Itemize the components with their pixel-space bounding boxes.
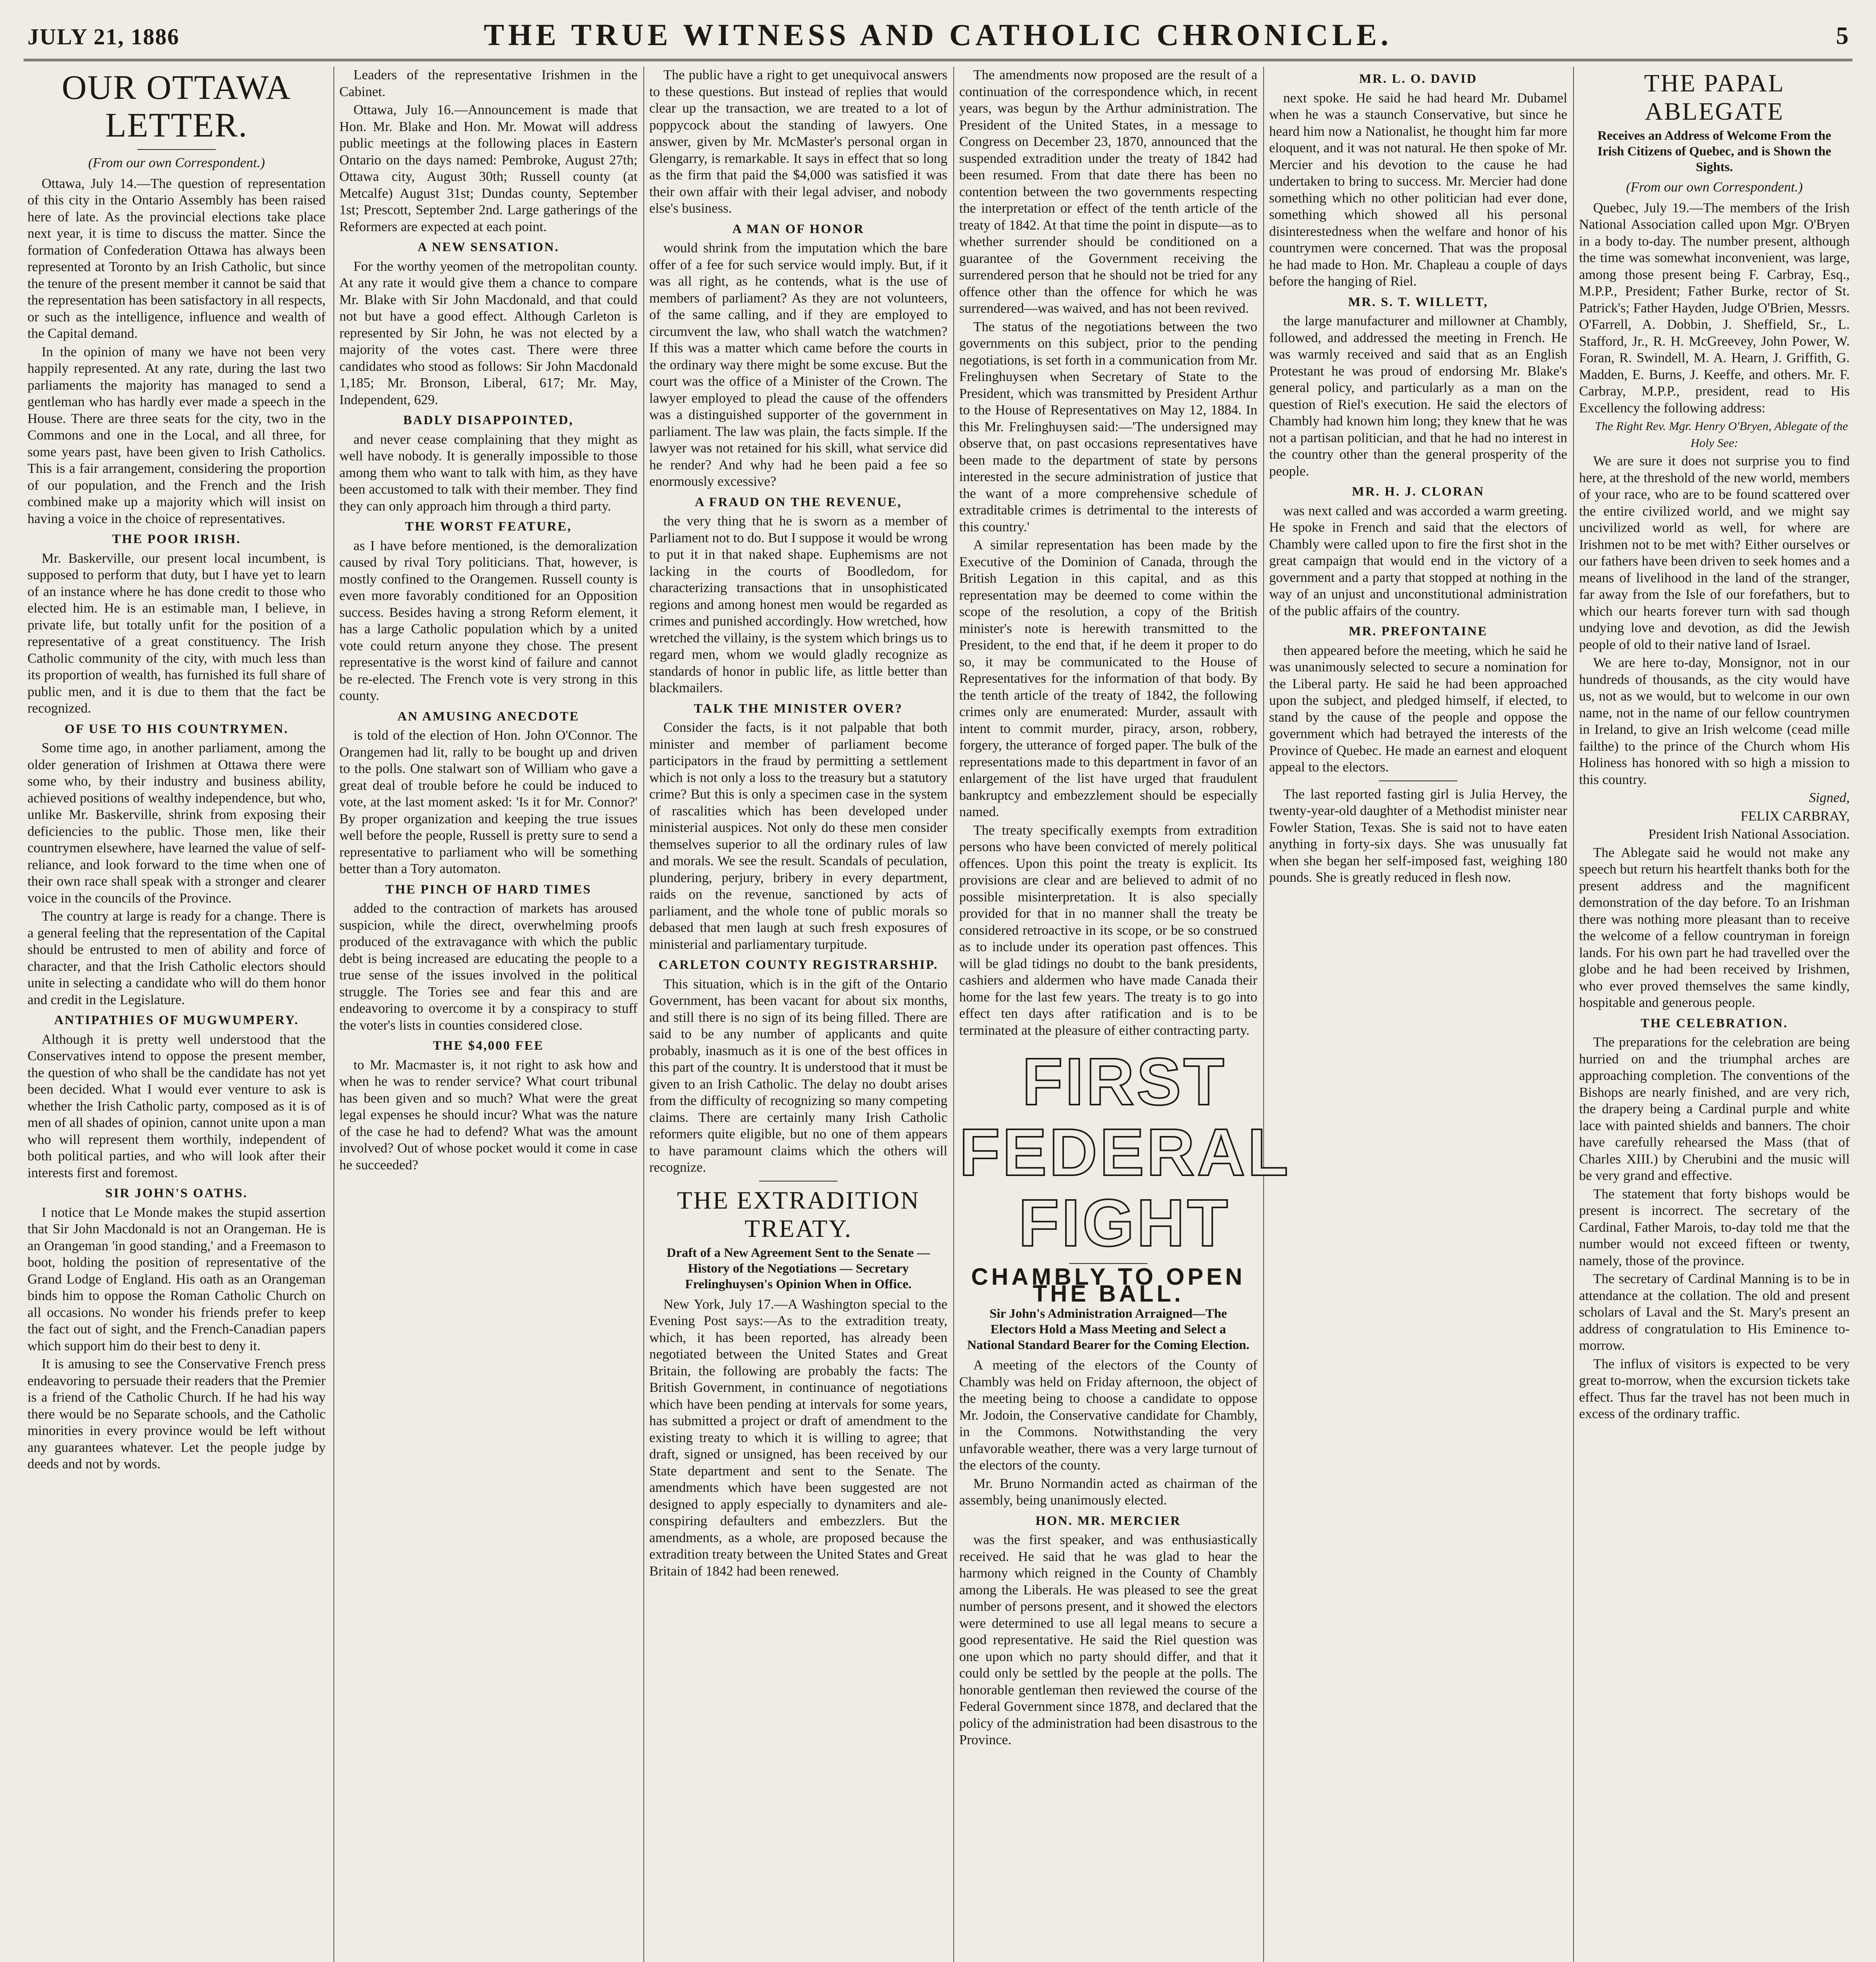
article-paragraph: Mr. Bruno Normandin acted as chairman of the assembly, being unanimously elected. — [959, 1475, 1257, 1508]
subhead: MR. H. J. CLORAN — [1352, 485, 1484, 499]
article-paragraph: then appeared before the meeting, which he said he was unanimously selected to secure a nomination for the Liberal party. He said he had been approached upon the subject, and pledged himself, if elected, to stand by the cause of the people and oppose the government which had betrayed the interests of the Province of Quebec. He made an earnest and eloquent appeal to the electors. — [1269, 642, 1567, 775]
article-paragraph: Ottawa, July 16.—Announcement is made that Hon. Mr. Blake and Hon. Mr. Mowat will address public meetings at the following places in Eastern Ontario on the days named: Pembroke, August 27th; Ottawa city, August 30th; Russell county (at Metcalfe) August 31st; Dundas county, September 1st; Prescott, September 2nd. Large gatherings of the Reformers are expected at each point. — [339, 102, 637, 234]
article-paragraph: The status of the negotiations between the two governments on this subject, prior to the pending negotiations, is set forth in a communication from Mr. Frelinghuysen when Secretary of State to the President, which was transmitted by President Arthur to the House of Representatives on May 12, 1884. In this Mr. Frelinghuysen said:—'The undersigned may observe that, on past occasions representatives have been made to the department of state by persons interested in the secure administration of justice that the want of a more comprehensive schedule of extraditable crimes is detrimental to the interests of this country.' — [959, 319, 1257, 534]
column-rule — [1573, 67, 1574, 1962]
chambly-deck: Sir John's Administration Arraigned—The Electors Hold a Mass Meeting and Select a National Standard Bearer for the Coming Election. — [967, 1307, 1249, 1352]
banner-wrap — [959, 1045, 1291, 1260]
column-rule — [1263, 67, 1264, 1962]
article-paragraph: The influx of visitors is expected to be very great to-morrow, when the excursion tickets take effect. Thus far the travel has not been much in excess of the ordinary traffic. — [1579, 1356, 1850, 1421]
column-5 — [1269, 67, 1567, 1962]
first-federal-fight-banner: FIRST FEDERAL FIGHT — [959, 1045, 1291, 1260]
subhead: MR. PREFONTAINE — [1348, 624, 1488, 638]
article-paragraph: Ottawa, July 14.—The question of representation of this city in the Ontario Assembly has been raised here of late. As the provincial elections take place next year, it is time to discuss the matter. Since the formation of Confederation Ottawa has always been represented at Toronto by an Irish Catholic, but since the tenure of the present member it cannot be said that the representation has been satisfactory in all respects, or such as the intelligence, influence and wealth of the Capital demand. — [27, 175, 326, 341]
article-paragraph: The treaty specifically exempts from extradition persons who have been convicted of merely political offences. Upon this point the treaty is explicit. Its provisions are clear and are believed to admit of no possible misinterpretation. It is also specially provided for that in no manner shall the treaty be considered retroactive in its scope, or be so construed as to include under its operation past offences. This will be glad tidings no doubt to the bank presidents, cashiers and aldermen who have made Canada their home for the last few years. The treaty is to go into effect ten days after ratification and is to be terminated at the pleasure of either contracting party. — [959, 822, 1257, 1038]
extradition-deck: Draft of a New Agreement Sent to the Senate — History of the Negotiations — Secretary Frelinghuysen's Opinion When in Office. — [667, 1245, 930, 1291]
section-rule — [759, 1181, 838, 1182]
article-paragraph: Although it is pretty well understood that the Conservatives intend to oppose the present member, the question of who shall be the candidate has not yet been decided. What I would ever venture to ask is whether the Irish Catholic party, composed as it is of men of all shades of opinion, cannot unite upon a man who will represent them worthily, independent of both political parties, and who will look after their interests first and foremost. — [27, 1031, 326, 1180]
article-paragraph: as I have before mentioned, is the demoralization caused by rival Tory politicians. That, however, is mostly confined to the Orangemen. Russell county is even more favorably conditioned for an Opposition success. Besides having a strong Reform element, it has a large Catholic population which by a united vote could return anyone they chose. The present representative is the worst kind of failure and cannot be re-elected. The French vote is very strong in this county. — [339, 538, 637, 703]
column-3 — [649, 67, 947, 1962]
article-paragraph: would shrink from the imputation which the bare offer of a fee for such service would imply. But, if it was all right, as he contends, what is the use of members of parliament? As they are not volunteers, of the same calling, and if they are employed to circumvent the law, who shall watch the watchmen? If this was a matter which came before the courts in the ordinary way there might be some excuse. But the court was the office of a Minister of the Crown. The lawyer employed to plead the cause of the offenders was a distinguished supporter of the government in parliament. The law was plain, the facts simple. If the lawyer was not retained for his skill, what service did he render? And why had he been paid a fee so enormously excessive? — [649, 240, 947, 489]
article-paragraph: to Mr. Macmaster is, it not right to ask how and when he was to render service? What court tribunal has been given and so much? What were the great legal expenses he should incur? What was the nature of the case he had to defend? What was the amount involved? Out of whose pocket would it come in case he succeeded? — [339, 1057, 637, 1172]
signature-name: FELIX CARBRAY, — [1740, 808, 1850, 824]
newspaper-title: THE TRUE WITNESS AND CATHOLIC CHRONICLE. — [484, 18, 1392, 52]
papal-ablegate-byline: (From our own Correspondent.) — [1626, 179, 1803, 195]
article-paragraph: In the opinion of many we have not been very happily represented. At any rate, during the last two parliaments the majority has managed to send a gentleman who has hardly ever made a speech in the House. There are three seats for the city, two in the Commons and one in the Local, and all three, for some years past, have been given to Irish Catholics. This is a fair arrangement, considering the proportion of our population, and the French and the Irish combined make up a majority which will insist on having a voice in the choice of representatives. — [27, 344, 326, 526]
article-paragraph: The secretary of Cardinal Manning is to be in attendance at the collation. The old and present scholars of Laval and the St. Mary's present an address of congratulation to His Eminence to-morrow. — [1579, 1271, 1850, 1353]
subhead: HON. MR. MERCIER — [1035, 1513, 1181, 1528]
signature-title: President Irish National Association. — [1648, 826, 1850, 842]
column-4 — [959, 67, 1291, 1962]
article-paragraph: The country at large is ready for a change. There is a general feeling that the representation of the Capital should be entrusted to men of ability and force of character, and that the Irish Catholic electors should unite in selecting a candidate who will do them honor and credit in the Legislature. — [27, 908, 326, 1007]
article-paragraph: Leaders of the representative Irishmen in the Cabinet. — [339, 67, 637, 99]
column-1 — [27, 67, 326, 1962]
papal-ablegate-heading: THE PAPAL ABLEGATE — [1644, 69, 1785, 125]
article-paragraph: The amendments now proposed are the result of a continuation of the correspondence which, in recent years, was begun by the Arthur administration. The President of the United States, in a message to Congress on December 23, 1870, announced that the suspended extradition under the treaty of 1842 had been resumed. From that date there has been no contention between the two governments respecting the interpretation or effect of the tenth article of the treaty of 1842. At that time the point in dispute—as to whether surrender should be conditioned on a guarantee of the Government receiving the surrendered person that he should not be tried for any offence other than the offence for which he was surrendered—was waived, and has not been revived. — [959, 67, 1257, 316]
signature-line: Signed, — [1809, 790, 1850, 805]
masthead — [24, 8, 1852, 61]
article-paragraph: was next called and was accorded a warm greeting. He spoke in French and said that the electors of Chambly were called upon to fire the first shot in the great campaign that would end in the victory of a government and a party that stopped at nothing in the way of an unjust and unconstitutional administration of the public affairs of the country. — [1269, 503, 1567, 618]
subhead: A NEW SENSATION. — [417, 240, 559, 254]
column-rule — [643, 67, 644, 1962]
article-paragraph: next spoke. He said he had heard Mr. Dubamel when he was a staunch Conservative, but since he heard him now a Nationalist, he thought him far more eloquent, and it was not natural. He then spoke of Mr. Mercier and his devotion to the cause he had undertaken to bring to success. Mr. Mercier had done something which no other politician had ever done, something which showed all his personal disinterestedness when the welfare and honor of his countrymen were concerned. That was the proposal he had made to Hon. Mr. Chapleau a couple of days before the hanging of Riel. — [1269, 90, 1567, 289]
subhead: AN AMUSING ANECDOTE — [397, 709, 580, 724]
article-paragraph: was the first speaker, and was enthusiastically received. He said that he was glad to hear the harmony which reigned in the County of Chambly among the Liberals. He was pleased to see the great number of persons present, and it showed the electors were determined to use all legal means to secure a good representative. He said the Riel question was one upon which no party should differ, and that it could only be settled by the people at the polls. The honorable gentleman then reviewed the course of the Federal Government since 1878, and declared that the policy of the administration had been disastrous to the Province. — [959, 1532, 1257, 1747]
article-paragraph: Mr. Baskerville, our present local incumbent, is supposed to perform that duty, but I have yet to learn of an instance where he has done credit to those who elected him. He is an estimable man, I believe, in private life, but totally unfit for the position of a representative of a great constituency. The Irish Catholic community of the city, with much less than its proportion of wealth, has furnished its full share of public men, and it is due to them that the fact be recognized. — [27, 550, 326, 716]
column-rule — [333, 67, 334, 1962]
article-paragraph: The statement that forty bishops would be present is incorrect. The secretary of the Cardinal, Father Marois, to-day told me that the number would not exceed fifteen or twenty, namely, those of the province. — [1579, 1186, 1850, 1268]
subhead: THE POOR IRISH. — [112, 532, 241, 546]
article-paragraph: added to the contraction of markets has aroused suspicion, while the direct, overwhelming proofs produced of the extravagance with which the public debt is being increased are educating the people to a true sense of the issues involved in the political struggle. The Tories see and fear this and are endeavoring to overcome it by a conspiracy to stuff the voter's lists in counties considered close. — [339, 901, 637, 1033]
papal-ablegate-deck: Receives an Address of Welcome From the Irish Citizens of Quebec, and is Shown the Sights. — [1597, 129, 1831, 174]
subhead: SIR JOHN'S OATHS. — [105, 1186, 248, 1200]
article-paragraph: Quebec, July 19.—The members of the Irish National Association called upon Mgr. O'Bryen in a body to-day. The number present, although the time was somewhat inconvenient, was large, among those present being F. Carbray, Esq., M.P.P., President; Father Burke, rector of St. Patrick's; Father Hayden, Judge O'Brien, Messrs. O'Farrell, A. Dobbin, J. Sheffield, Sr., L. Stafford, Jr., R. H. McGreevey, John Power, W. Foran, R. Swindell, M. A. Hearn, J. Griffith, G. Madden, E. Burns, J. Keeffe, and others. Mr. F. Carbray, M.P.P., president, read to His Excellency the following address: — [1579, 200, 1850, 416]
article-paragraph: A meeting of the electors of the County of Chambly was held on Friday afternoon, the object of the meeting being to choose a candidate to oppose Mr. Jodoin, the Conservative candidate for Chambly, in the Commons. Notwithstanding the very unfavorable weather, there was a very large turnout of the electors of the county. — [959, 1357, 1257, 1473]
article-paragraph: It is amusing to see the Conservative French press endeavoring to persuade their readers that the Premier is a friend of the Catholic Church. If he had his way there would be no Separate schools, and the Catholic minorities in every province would be left without any guarantees whatever. Let the people judge by deeds and not by words. — [27, 1356, 326, 1472]
column-2 — [339, 67, 637, 1962]
subhead: MR. S. T. WILLETT, — [1348, 295, 1488, 309]
extradition-heading: THE EXTRADITION TREATY. — [677, 1186, 920, 1242]
subhead: THE CELEBRATION. — [1641, 1016, 1788, 1030]
column-rule — [953, 67, 954, 1962]
subhead: THE PINCH OF HARD TIMES — [385, 882, 592, 897]
subhead: OF USE TO HIS COUNTRYMEN. — [64, 722, 289, 736]
section-rule — [1379, 780, 1457, 781]
subhead: A MAN OF HONOR — [732, 222, 865, 236]
article-paragraph: We are sure it does not surprise you to find here, at the threshold of the new world, members of your race, who are to be found scattered over the entire civilized world, and we might say uncivilized world as well, for where are Irishmen not to be met with? Either ourselves or our fathers have been driven to seek homes and a means of livelihood in the land of the stranger, far away from the Isle of our forefathers, but to which our hearts forever turn with sad though undying love and devotion, as did the Jewish people of old to their native land of Israel. — [1579, 453, 1850, 652]
column-6 — [1579, 67, 1850, 1962]
article-paragraph: the large manufacturer and millowner at Chambly, followed, and addressed the meeting in French. He was warmly received and said that as an English Protestant he was proud of endorsing Mr. Blake's general policy, and particularly as a man on the question of Riel's execution. He said the electors of Chambly had known him long; they knew that he was not a partisan politician, and that he had no interest in the country other than the general prosperity of the people. — [1269, 313, 1567, 479]
article-paragraph: The preparations for the celebration are being hurried on and the triumphal arches are approaching completion. The conventions of the Bishops are nearly finished, and are very rich, the drapery being a Cardinal purple and white lace with painted shields and banners. The choir have carefully rehearsed the Mass (that of Charles XIII.) by Cherubini and the music will be very grand and effective. — [1579, 1034, 1850, 1183]
issue-date: JULY 21, 1886 — [27, 24, 180, 49]
subhead: A FRAUD ON THE REVENUE, — [695, 495, 902, 509]
article-paragraph: The public have a right to get unequivocal answers to these questions. But instead of replies that would clear up the transaction, we are treated to a lot of poppycock about the standing of lawyers. One answer, given by Mr. McMaster's personal organ in Glengarry, is remarkable. It says in effect that so long as the firm that paid the $4,000 was satisfied it was their own affair with their legal adviser, and nobody else's business. — [649, 67, 947, 216]
subhead: TALK THE MINISTER OVER? — [694, 701, 903, 716]
article-paragraph: The Ablegate said he would not make any speech but return his heartfelt thanks both for the present address and the magnificent demonstration of the day before. To an Irishman there was nothing more pleasant than to receive the welcome of a fellow countryman in foreign lands. For his own part he had travelled over the globe and he had been received by Irishmen, who ever proved themselves the same kindly, hospitable and generous people. — [1579, 844, 1850, 1010]
subhead: ANTIPATHIES OF MUGWUMPERY. — [54, 1013, 299, 1027]
article-paragraph: and never cease complaining that they might as well have nobody. It is generally impossible to those among them who want to talk with him, as they have been accustomed to talk with their member. They find they can only approach him through a third party. — [339, 431, 637, 514]
article-paragraph: Consider the facts, is it not palpable that both minister and member of parliament become participators in the fraud by permitting a settlement which is not only a loss to the treasury but a statutory crime? But this is only a specimen case in the system of rascalities which has been developed under ministerial auspices. Not only do these men consider themselves superior to all the ordinary rules of law and morals. We see the result. Scandals of peculation, plundering, perjury, bribery in every department, raids on the revenue, sanctioned by acts of parliament, and the whole tone of public morals so debased that men laugh at such fresh exposures of ministerial and parliamentary turpitude. — [649, 720, 947, 952]
article-paragraph: We are here to-day, Monsignor, not in our hundreds of thousands, as the city would have us, not as we would, but to welcome in our own name, not in the name of our fellow countrymen in Ireland, to give an Irish welcome (cead mille failthe) to the prince of the Church whom His Holiness has honored with so high a mission to this country. — [1579, 655, 1850, 787]
article-paragraph: I notice that Le Monde makes the stupid assertion that Sir John Macdonald is not an Orangeman. He is an Orangeman 'in good standing,' and a Freemason to boot, holding the position of representative of the Grand Lodge of England. His oath as an Orangeman binds him to oppose the Roman Catholic Church on all occasions. No wonder his friends prefer to keep the fact out of sight, and the French-Canadian papers which support him do their best to deny it. — [27, 1204, 326, 1353]
subhead: CARLETON COUNTY REGISTRARSHIP. — [658, 958, 938, 972]
article-paragraph: is told of the election of Hon. John O'Connor. The Orangemen had lit, rally to be bought up and driven to the polls. One stalwart son of William who gave a great deal of trouble before he could be induced to vote, at the last moment asked: 'Is it for Mr. Connor?' By proper organization and keeping the true issues well before the people, Russell is pretty sure to send a representative to parliament who will be something better than a Tory automaton. — [339, 728, 637, 876]
article-paragraph: The last reported fasting girl is Julia Hervey, the twenty-year-old daughter of a Methodist minister near Fowler Station, Texas. She is said not to have eaten anything in forty-six days. She was unusually fat when she began her self-imposed fast, weighing 180 pounds. She is greatly reduced in flesh now. — [1269, 786, 1567, 885]
subhead: THE WORST FEATURE, — [405, 520, 572, 534]
article-paragraph: New York, July 17.—A Washington special to the Evening Post says:—As to the extradition treaty, which, it has been reported, has already been negotiated between the United States and Great Britain, the following are probably the facts: The British Government, in continuance of negotiations which have been pending at intervals for some years, has submitted a project or draft of amendment to the existing treaty to which it is willing to agree; that draft, signed or unsigned, has been received by our State department and sent to the Senate. The amendments which have been suggested are not designed to apply especially to dynamiters and ale-conspiring defaulters and embezzlers. But the amendments, as a whole, are proposed because the extradition treaty between the United States and Great Britain of 1842 had been renewed. — [649, 1296, 947, 1579]
article-paragraph: A similar representation has been made by the Executive of the Dominion of Canada, through the British Legation in this capital, and as this representation may be deemed to come within the scope of the resolution, a copy of the British minister's note is herewith transmitted to the President, to the end that, if he deem it proper to do so, it may be communicated to the House of Representatives for the information of that body. By the tenth article of the treaty of 1842, the following crimes only are enumerated: Murder, assault with intent to commit murder, piracy, arson, robbery, forgery, the utterance of forged paper. The bulk of the representations made to this department in favor of an enlargement of the list have urged that fraudulent bankruptcy and embezzlement should be especially named. — [959, 537, 1257, 819]
address-salutation: The Right Rev. Mgr. Henry O'Bryen, Ablegate of the Holy See: — [1595, 419, 1848, 450]
chambly-subheading: CHAMBLY TO OPEN THE BALL. — [971, 1264, 1246, 1307]
article-paragraph: This situation, which is in the gift of the Ontario Government, has been vacant for about six months, and still there is no sign of its being filled. There are said to be any number of applicants and quite probably, inasmuch as it is one of the best offices in this part of the country. It is understood that it must be given to an Irish Catholic. The delay no doubt arises from the difficulty of recognizing so many competing claims. There are certainly many Irish Catholic reformers quite eligible, but no one of them appears to have paramount claims which the others will recognize. — [649, 976, 947, 1175]
subhead: BADLY DISAPPOINTED, — [403, 413, 574, 427]
heading-rule — [137, 149, 216, 150]
page-number: 5 — [1836, 22, 1849, 49]
article-paragraph: For the worthy yeomen of the metropolitan county. At any rate it would give them a chance to compare Mr. Blake with Sir John Macdonald, and that could not but have a good effect. Although Carleton is represented by Sir John, he was not elected by a majority of the votes cast. There were three candidates who stood as follows: Sir John Macdonald 1,185; Mr. Bronson, Liberal, 617; Mr. May, Independent, 629. — [339, 258, 637, 407]
subhead: THE $4,000 FEE — [433, 1039, 544, 1053]
article-paragraph: Some time ago, in another parliament, among the older generation of Irishmen at Ottawa there were some who, by their industry and business ability, achieved positions of wealthy independence, but who, unlike Mr. Baskerville, shrink from exposing their deficiencies to the public. Those men, like their countrymen elsewhere, have learned the value of self-reliance, and look forward to the time when one of their own race shall speak with a stronger and clearer voice in the councils of the Province. — [27, 740, 326, 906]
ottawa-letter-byline: (From our own Correspondent.) — [88, 155, 265, 170]
ottawa-letter-heading: OUR OTTAWA LETTER. — [62, 69, 291, 144]
subhead: MR. L. O. DAVID — [1359, 72, 1477, 86]
article-paragraph: the very thing that he is sworn as a member of Parliament not to do. But I suppose it would be wrong to put it in that naked shape. Euphemisms are not lacking in the courts of Boodledom, for characterizing transactions that in unsophisticated regions and among honest men would be regarded as crimes and punished accordingly. How wretched, how wretched the villainy, is the system which brings us to regard men, whom we would gladly recognize as standards of honor in public life, as little better than blackmailers. — [649, 513, 947, 695]
